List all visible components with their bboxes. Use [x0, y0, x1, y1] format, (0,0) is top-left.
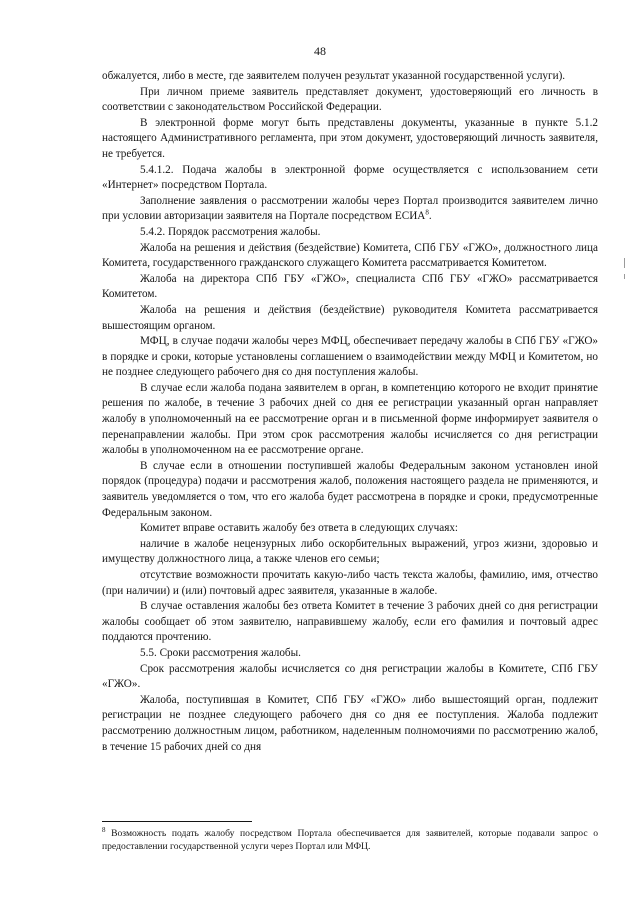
paragraph: наличие в жалобе нецензурных либо оскорбительных выражений, угроз жизни, здоровью и имуществу должностного лица, а также членов его семьи; — [102, 537, 598, 566]
paragraph-text: Заполнение заявления о рассмотрении жалобы через Портал производится заявителем лично при условии авторизации заявителя на Портале посредством ЕСИА — [102, 194, 598, 223]
paragraph: В электронной форме могут быть представлены документы, указанные в пункте 5.1.2 настоящего Административного регламента, при этом документ, удостоверяющий личность заявителя, не требуется. — [102, 116, 598, 160]
page-number: 48 — [314, 44, 326, 58]
paragraph: В случае если жалоба подана заявителем в орган, в компетенцию которого не входит принятие решения по жалобе, в течение 3 рабочих дней со дня ее регистрации указанный орган направляет жалобу в уполномоченный на ее рассмотрение орган и в письменной форме информирует заявителя о перенаправлении жалобы. При этом срок рассмотрения жалобы исчисляется со дня регистрации жалобы в уполномоченном на ее рассмотрение органе. — [102, 381, 598, 457]
footnote — [102, 827, 598, 853]
paragraph: В случае оставления жалобы без ответа Комитет в течение 3 рабочих дней со дня регистрации жалобы сообщает об этом заявителю, направившему жалобу, если его фамилия и почтовый адрес поддаются прочтению. — [102, 600, 598, 644]
paragraph-with-footnote-ref — [102, 194, 598, 225]
footnote-reference: 8 — [425, 208, 429, 217]
paragraph: При личном приеме заявитель представляет документ, удостоверяющий его личность в соответствии с законодательством Российской Федерации. — [102, 85, 598, 114]
paragraph: 5.4.1.2. Подача жалобы в электронной форме осуществляется с использованием сети «Интернет» посредством Портала. — [102, 163, 598, 192]
scan-margin-mark — [624, 274, 625, 279]
paragraph: Жалоба на решения и действия (бездействие) руководителя Комитета рассматривается вышестоящим органом. — [102, 303, 598, 332]
footnote-marker: 8 — [102, 825, 106, 834]
paragraph: отсутствие возможности прочитать какую-либо часть текста жалобы, фамилию, имя, отчество (при наличии) и (или) почтовый адрес заявителя, указанные в жалобе. — [102, 569, 598, 597]
footnote-separator — [102, 821, 252, 822]
paragraph: МФЦ, в случае подачи жалобы через МФЦ, обеспечивает передачу жалобы в СПб ГБУ «ГЖО» в порядке и сроки, которые установлены соглашением о взаимодействии между МФЦ и Комитетом, но не позднее следующего рабочего дня со дня поступления жалобы. — [102, 335, 598, 379]
paragraph: 5.5. Сроки рассмотрения жалобы. — [140, 646, 301, 659]
paragraph: Жалоба на директора СПб ГБУ «ГЖО», специалиста СПб ГБУ «ГЖО» рассматривается Комитетом. — [102, 272, 598, 301]
paragraph: Комитет вправе оставить жалобу без ответа в следующих случаях: — [140, 522, 459, 535]
document-body — [102, 69, 598, 755]
paragraph: Жалоба на решения и действия (бездействие) Комитета, СПб ГБУ «ГЖО», должностного лица Комитета, государственного гражданского служащего Комитета рассматривается Комитетом. — [102, 241, 598, 270]
paragraph: Срок рассмотрения жалобы исчисляется со дня регистрации жалобы в Комитете, СПб ГБУ «ГЖО». — [102, 662, 598, 691]
paragraph: В случае если в отношении поступившей жалобы Федеральным законом установлен иной порядок (процедура) подачи и рассмотрения жалоб, положения настоящего раздела не применяются, и заявитель уведомляется о том, что его жалоба будет рассмотрена в порядке и сроки, предусмотренные Федеральным законом. — [102, 459, 598, 519]
scan-margin-mark — [624, 258, 625, 268]
paragraph: 5.4.2. Порядок рассмотрения жалобы. — [140, 225, 321, 238]
footnote-text: Возможность подать жалобу посредством Портала обеспечивается для заявителей, которые подавали запрос о предоставлении государственной услуги через Портал или МФЦ. — [102, 828, 598, 852]
paragraph-tail: . — [428, 210, 432, 223]
paragraph: Жалоба, поступившая в Комитет, СПб ГБУ «ГЖО» либо вышестоящий орган, подлежит регистрации не позднее следующего рабочего дня со дня ее поступления. Жалоба подлежит рассмотрению должностным лицом, работником, наделенным полномочиями по рассмотрению жалоб, в течение 15 рабочих дней со дня — [102, 693, 598, 753]
paragraph: обжалуется, либо в месте, где заявителем получен результат указанной государственной услуги). — [102, 70, 566, 82]
